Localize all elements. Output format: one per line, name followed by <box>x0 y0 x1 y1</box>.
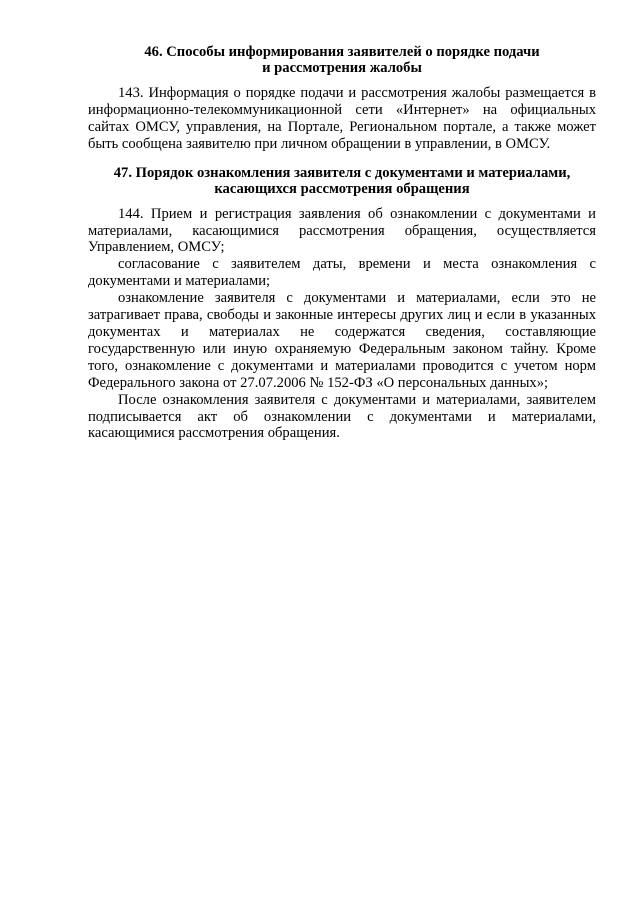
paragraph-143: 143. Информация о порядке подачи и рассмотрения жалобы размещается в информационно-телекоммуникационной сети «Интернет» на официальных сайтах ОМСУ, управления, на Портале, Региональном портале, а также может быть сообщена заявителю при личном обращении в управлении, в ОМСУ. <box>88 85 596 152</box>
section-46-heading-line-2: и рассмотрения жалобы <box>262 60 422 76</box>
paragraph-familiarization: ознакомление заявителя с документами и материалами, если это не затрагивает права, свободы и законные интересы других лиц и если в указанных документах и материалах не содержатся сведения, составляющие государственную или иную охраняемую Федеральным законом тайну. Кроме того, ознакомление с документами и материалами проводится с учетом норм Федерального закона от 27.07.2006 № 152-ФЗ «О персональных данных»; <box>88 290 596 391</box>
paragraph-144: 144. Прием и регистрация заявления об ознакомлении с документами и материалами, касающимися рассмотрения обращения, осуществляется Управлением, ОМСУ; <box>88 205 596 256</box>
section-47-heading-line-2: касающихся рассмотрения обращения <box>214 180 470 197</box>
section-46-heading-line-1: 46. Способы информирования заявителей о порядке подачи <box>144 44 540 60</box>
paragraph-schedule-agreement: согласование с заявителем даты, времени и места ознакомления с документами и материалами; <box>88 256 596 290</box>
section-46-heading <box>88 44 596 76</box>
section-47-heading <box>88 165 596 197</box>
document-page <box>88 44 596 442</box>
section-47-heading-line-1: 47. Порядок ознакомления заявителя с документами и материалами, <box>113 164 571 181</box>
paragraph-act-signing: После ознакомления заявителя с документами и материалами, заявителем подписывается акт об ознакомлении с документами и материалами, касающимися рассмотрения обращения. <box>88 391 596 442</box>
